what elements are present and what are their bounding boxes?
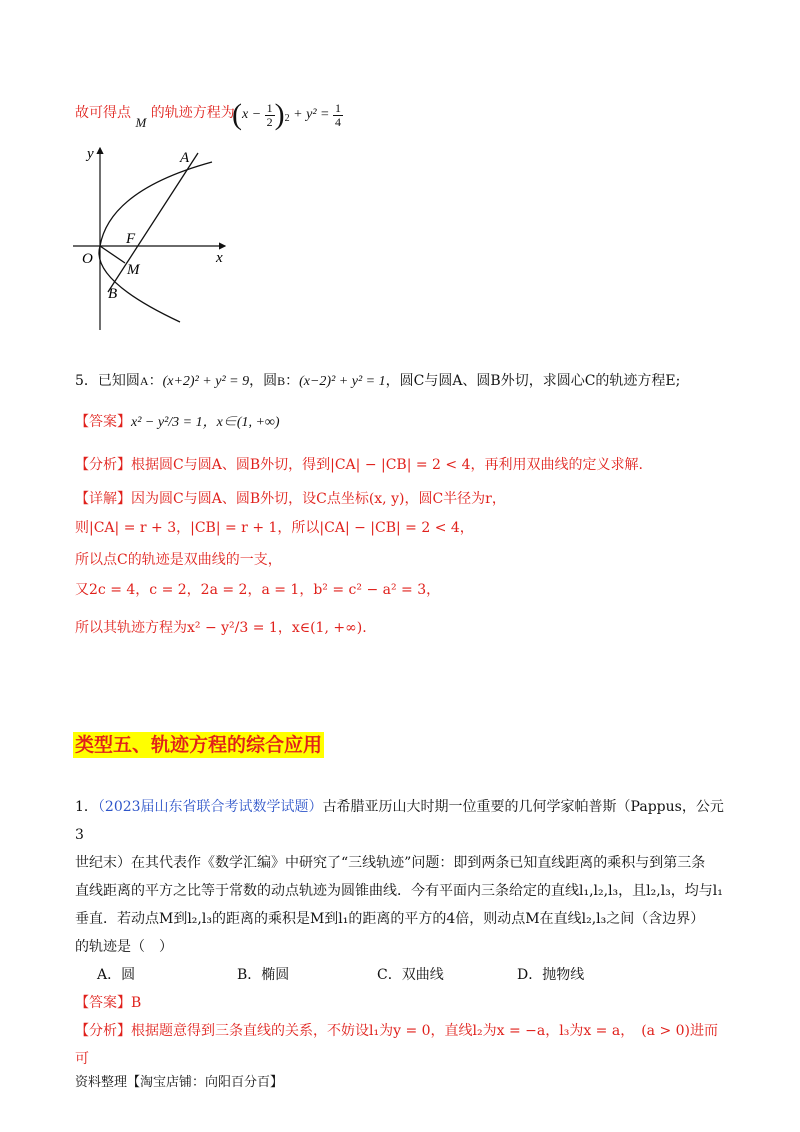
eq-rhs-den: 4 xyxy=(334,114,341,129)
label-y: y xyxy=(87,146,94,162)
q5-stem: 5．已知圆A：(x+2)² + y² = 9，圆B：(x−2)² + y² = 1，圆C与圆A、圆B外切，求圆心C的轨迹方程E; xyxy=(75,373,681,389)
q1-source: （2023届山东省联合考试数学试题） xyxy=(97,799,323,815)
q5-detail-1-text: 因为圆C与圆A、圆B外切，设C点坐标(x, y)，圆C半径为r， xyxy=(131,491,506,507)
locus-mid: 的轨迹方程为 xyxy=(150,105,235,121)
label-a: A xyxy=(180,150,190,166)
q1-line-5: 的轨迹是（ ） xyxy=(75,939,173,955)
eq-rhs-num: 1 xyxy=(334,100,341,115)
locus-equation: (x − $\frac{1}{2}$ )$^2$ + y² = $\frac{1}{4}$ xyxy=(232,98,341,131)
q1-analysis-tag: 【分析】 xyxy=(75,1023,131,1039)
q5-circle-b: B xyxy=(277,374,286,388)
q5-circle-a: A xyxy=(139,374,149,388)
eq-frac-den: 2 xyxy=(266,114,273,129)
q1-option-a: A．圆 xyxy=(97,967,136,983)
q5-analysis xyxy=(75,455,643,475)
eq-sq: 2 xyxy=(284,113,290,124)
locus-prefix: 故可得点 xyxy=(75,105,131,121)
q5-eq-b: (x−2)² + y² = 1 xyxy=(299,374,386,389)
q1-num: 1． xyxy=(75,799,98,815)
segment-om xyxy=(100,246,125,263)
q1-line-4: 垂直．若动点M到l₂,l₃的距离的乘积是M到l₁的距离的平方的4倍，则动点M在直线l₂,l₃之间（含边界） xyxy=(75,911,705,927)
q5-detail-tag: 【详解】 xyxy=(75,491,131,507)
q5-stem-2: ，圆 xyxy=(249,373,278,389)
q5-stem-3: ，圆C与圆A、圆B外切，求圆心C的轨迹方程E; xyxy=(385,373,681,389)
q5-detail-2: 则|CA| = r + 3，|CB| = r + 1，所以|CA| − |CB| = 2 < 4， xyxy=(75,520,474,536)
label-x: x xyxy=(216,250,223,266)
eq-right: + y² = xyxy=(293,107,330,122)
section-heading-text: 类型五、轨迹方程的综合应用 xyxy=(75,734,323,756)
q5-analysis-tag: 【分析】 xyxy=(75,457,131,473)
q1-line-3: 直线距离的平方之比等于常数的动点轨迹为圆锥曲线．今有平面内三条给定的直线l₁,l₂,l₃，且l₂,l₃，均与l₁ xyxy=(75,883,723,899)
locus-statement xyxy=(75,103,235,130)
q5-detail-4: 又2c = 4，c = 2，2a = 2，a = 1，b² = c² − a² = 3， xyxy=(75,582,441,598)
label-f: F xyxy=(126,231,136,247)
q1-line-1 xyxy=(75,793,725,849)
q1-answer-tag: 【答案】 xyxy=(75,995,131,1011)
parabola-figure xyxy=(70,140,240,335)
eq-frac-num: 1 xyxy=(266,100,273,115)
q5-answer xyxy=(75,412,280,433)
q5-answer-tag: 【答案】 xyxy=(75,414,131,430)
eq-left: x − xyxy=(242,107,262,122)
q5-detail-1 xyxy=(75,489,506,509)
q5-detail-3: 所以点C的轨迹是双曲线的一支， xyxy=(75,552,282,568)
q1-line-2: 世纪末）在其代表作《数学汇编》中研究了“三线轨迹”问题：即到两条已知直线距离的乘积与到第三条 xyxy=(75,855,706,871)
q5-answer-eq: x² − y²/3 = 1，x∈(1, +∞) xyxy=(131,415,280,430)
var-m: M xyxy=(135,115,147,130)
q1-body xyxy=(75,793,725,1073)
chord-ab xyxy=(108,153,198,292)
label-m: M xyxy=(127,262,140,278)
q1-answer-value: B xyxy=(131,995,142,1011)
q1-analysis xyxy=(75,1017,725,1073)
q1-analysis-text: 根据题意得到三条直线的关系，不妨设l₁为y = 0，直线l₂为x = −a，l₃为x = a， (a > 0)进而可 xyxy=(75,1023,719,1067)
q5-stem-1: 5．已知圆 xyxy=(75,373,140,389)
q5-detail-5: 所以其轨迹方程为x² − y²/3 = 1，x∈(1, +∞). xyxy=(75,620,367,636)
q1-option-b: B．椭圆 xyxy=(237,967,290,983)
label-b: B xyxy=(108,286,118,302)
q1-options xyxy=(75,961,725,989)
section-heading xyxy=(73,733,324,757)
q1-option-c: C．双曲线 xyxy=(377,967,444,983)
footer: 资料整理【淘宝店铺：向阳百分百】 xyxy=(75,1075,284,1090)
q1-option-d: D．抛物线 xyxy=(517,967,585,983)
q1-text-1: 古希腊亚历山大时期一位重要的几何学家帕普斯（Pappus，公元3 xyxy=(75,799,724,843)
q5-eq-a: (x+2)² + y² = 9 xyxy=(162,374,250,389)
q5-analysis-text: 根据圆C与圆A、圆B外切，得到|CA| − |CB| = 2 < 4，再利用双曲线的定义求解. xyxy=(131,457,643,473)
label-o: O xyxy=(82,251,93,267)
q1-answer xyxy=(75,989,725,1017)
